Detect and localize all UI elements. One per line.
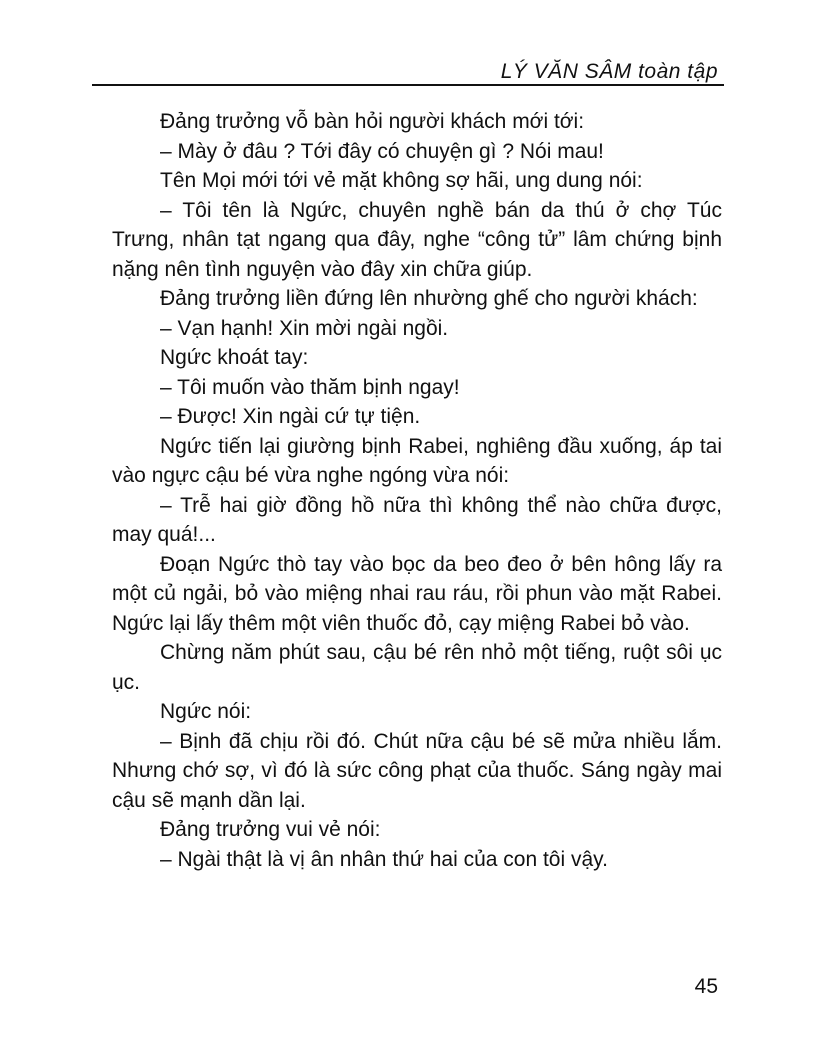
- paragraph: Đảng trưởng vỗ bàn hỏi người khách mới tới:: [160, 110, 585, 133]
- paragraph: – Được! Xin ngài cứ tự tiện.: [160, 405, 421, 428]
- paragraph: – Trễ hai giờ đồng hồ nữa thì không thể nào chữa được, may quá!...: [112, 493, 722, 546]
- paragraph: – Bịnh đã chịu rồi đó. Chút nữa cậu bé sẽ mửa nhiều lắm. Nhưng chớ sợ, vì đó là sức công phạt của thuốc. Sáng ngày mai cậu sẽ mạnh dần lại.: [112, 729, 722, 812]
- paragraph: Ngức nói:: [160, 700, 252, 723]
- page-number: 45: [694, 975, 718, 998]
- paragraph: Ngức khoát tay:: [160, 346, 309, 369]
- paragraph: Đảng trưởng liền đứng lên nhường ghế cho người khách:: [160, 287, 698, 310]
- header-rule: [92, 84, 724, 86]
- paragraph: – Tôi tên là Ngức, chuyên nghề bán da thú ở chợ Túc Trưng, nhân tạt ngang qua đây, nghe “công tử” lâm chứng bịnh nặng nên tình nguyện vào đây xin chữa giúp.: [112, 198, 722, 281]
- paragraph: Đảng trưởng vui vẻ nói:: [160, 818, 381, 841]
- paragraph: – Vạn hạnh! Xin mời ngài ngồi.: [160, 316, 449, 340]
- paragraph: – Tôi muốn vào thăm bịnh ngay!: [160, 375, 460, 399]
- paragraph: Đoạn Ngức thò tay vào bọc da beo đeo ở bên hông lấy ra một củ ngải, bỏ vào miệng nhai rau ráu, rồi phun vào mặt Rabei. Ngức lại lấy thêm một viên thuốc đỏ, cạy miệng Rabei bỏ vào.: [112, 552, 722, 635]
- body-text: [112, 107, 722, 874]
- paragraph: – Mày ở đâu ? Tới đây có chuyện gì ? Nói mau!: [160, 139, 604, 163]
- paragraph: Chừng năm phút sau, cậu bé rên nhỏ một tiếng, ruột sôi ục ục.: [112, 641, 722, 694]
- paragraph: Tên Mọi mới tới vẻ mặt không sợ hãi, ung dung nói:: [160, 169, 643, 192]
- running-header-title: LÝ VĂN SÂM toàn tập: [500, 60, 718, 83]
- paragraph: Ngức tiến lại giường bịnh Rabei, nghiêng đầu xuống, áp tai vào ngực cậu bé vừa nghe ngóng vừa nói:: [112, 434, 722, 487]
- paragraph: – Ngài thật là vị ân nhân thứ hai của con tôi vậy.: [160, 847, 608, 871]
